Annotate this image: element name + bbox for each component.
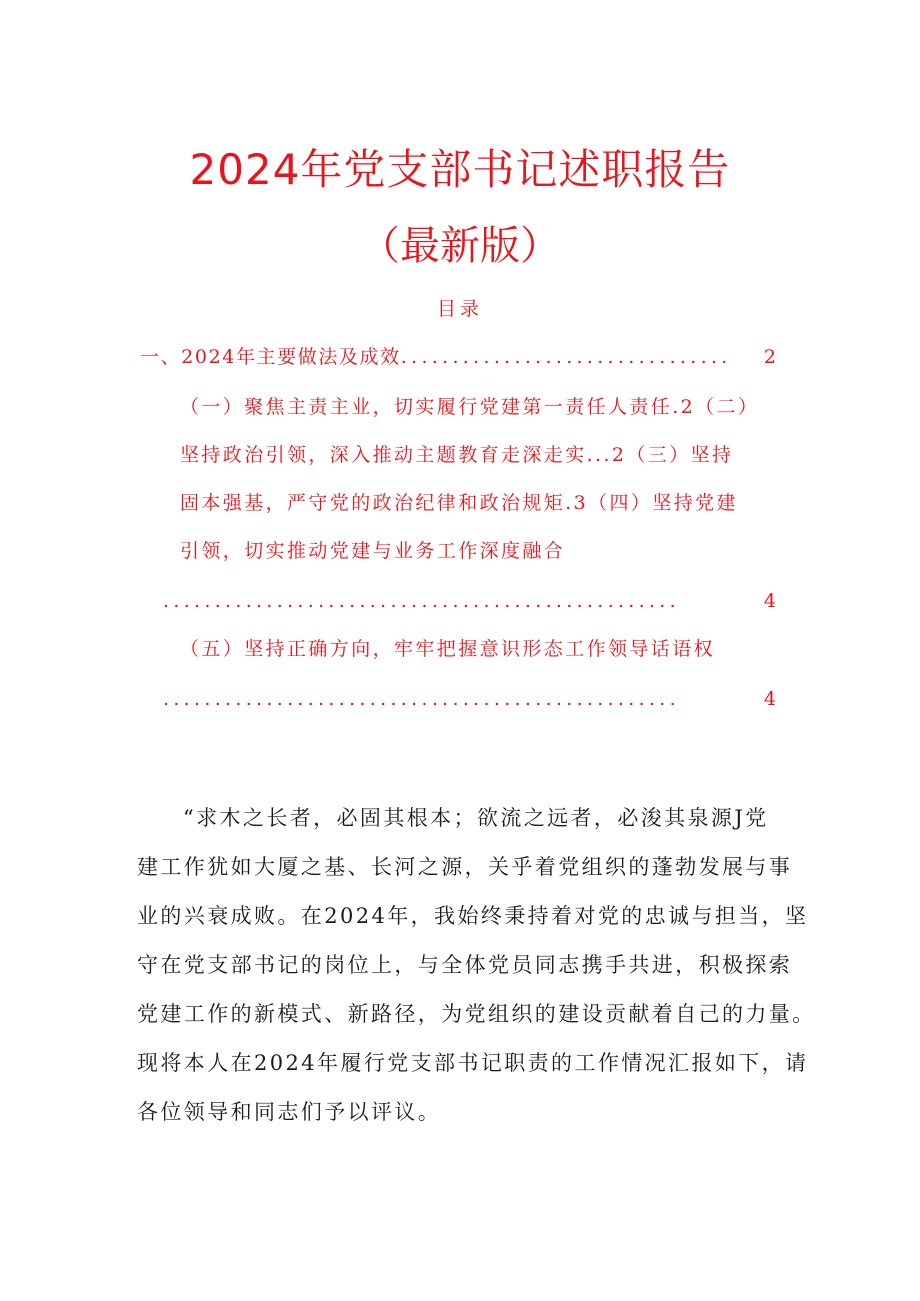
body-paragraph-line: “求木之长者，必固其根本；欲流之远者，必浚其泉源J党 xyxy=(183,806,769,830)
toc-block-line[interactable]: 固本强基，严守党的政治纪律和政治规矩.3（四）坚持党建 xyxy=(180,492,738,514)
toc-block-line[interactable]: （一）聚焦主责主业，切实履行党建第一责任人责任.2（二） xyxy=(180,396,760,418)
toc-block-leader: .................................................. xyxy=(163,590,680,612)
toc-block-line[interactable]: 坚持政治引领，深入推动主题教育走深走实...2（三）坚持 xyxy=(180,444,734,466)
document-title: 2024年党支部书记述职报告 xyxy=(189,145,731,194)
toc-entry-1-page: 2 xyxy=(763,346,776,368)
toc-entry-5-page: 4 xyxy=(763,688,776,710)
body-paragraph-line: 现将本人在2024年履行党支部书记职责的工作情况汇报如下，请 xyxy=(137,1051,809,1075)
toc-entry-5-leader: .................................................. xyxy=(163,688,680,710)
toc-entry-1-leader: ................................ xyxy=(400,346,732,368)
toc-entry-1[interactable] xyxy=(140,342,776,372)
document-subtitle: （最新版） xyxy=(360,223,560,269)
toc-entry-1-label: 一、2024年主要做法及成效 xyxy=(140,346,401,368)
toc-heading: 目录 xyxy=(436,298,483,320)
body-paragraph-line: 党建工作的新模式、新路径，为党组织的建设贡献着自己的力量。 xyxy=(137,1002,816,1026)
body-paragraph-line: 建工作犹如大厦之基、长河之源，关乎着党组织的蓬勃发展与事 xyxy=(137,855,793,879)
toc-block-leader-row[interactable] xyxy=(163,586,776,616)
body-paragraph-line: 守在党支部书记的岗位上，与全体党员同志携手共进，积极探索 xyxy=(137,953,793,977)
body-paragraph-line: 业的兴衰成败。在2024年，我始终秉持着对党的忠诚与担当，坚 xyxy=(137,904,809,928)
body-paragraph-line: 各位领导和同志们予以评议。 xyxy=(137,1100,442,1124)
toc-entry-5-leader-row[interactable] xyxy=(163,684,776,714)
toc-block-line[interactable]: 引领，切实推动党建与业务工作深度融合 xyxy=(180,540,566,562)
toc-block-page: 4 xyxy=(763,590,776,612)
toc-entry-5[interactable]: （五）坚持正确方向，牢牢把握意识形态工作领导话语权 xyxy=(180,638,716,660)
